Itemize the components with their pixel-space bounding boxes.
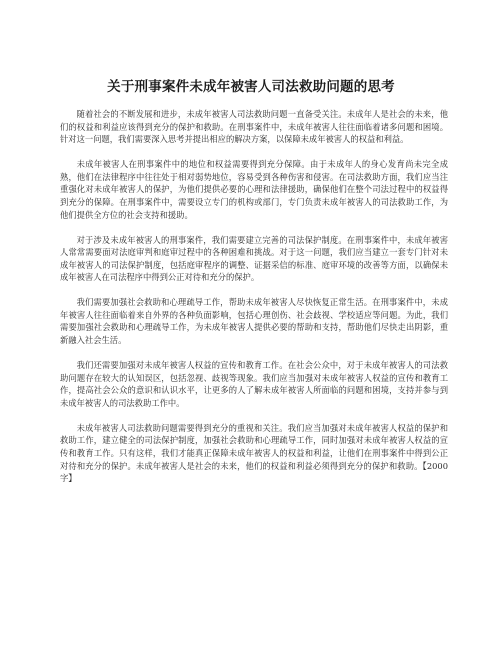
document-title: 关于刑事案件未成年被害人司法救助问题的思考 [107, 79, 395, 95]
paragraph-6: 未成年被害人司法救助问题需要得到充分的重视和关注。我们应当加强对未成年被害人权益的保护和救助工作，建立健全的司法保护制度，加强社会救助和心理疏导工作，同时加强对未成年被害人权益的宣传和教育工作。只有这样，我们才能真正保障未成年被害人的权益和利益，让他们在刑事案件中得到公正对待和充分的保护。未成年被害人是社会的未来，他们的权益和利益必须得到充分的保护和救助。【2000字】 [60, 422, 448, 484]
paragraph-2: 未成年被害人在刑事案件中的地位和权益需要得到充分保障。由于未成年人的身心发育尚未完全成熟，他们在法律程序中往往处于相对弱势地位，容易受到各种伤害和侵害。在司法救助方面，我们应当注重强化对未成年被害人的保护，为他们提供必要的心理和法律援助，确保他们在整个司法过程中的权益得到充分的保障。在刑事案件中，需要设立专门的机构或部门，专门负责未成年被害人的司法救助工作，为他们提供全方位的社会支持和援助。 [60, 159, 448, 220]
paragraph-4: 我们需要加强社会救助和心理疏导工作，帮助未成年被害人尽快恢复正常生活。在刑事案件中，未成年被害人往往面临着来自外界的各种负面影响，包括心理创伤、社会歧视、学校适应等问题。为此，我们需要加强社会救助和心理疏导工作，为未成年被害人提供必要的帮助和支持，帮助他们尽快走出阴影，重新融入社会生活。 [60, 297, 448, 346]
paragraph-5: 我们还需要加强对未成年被害人权益的宣传和教育工作。在社会公众中，对于未成年被害人的司法救助问题存在较大的认知误区，包括忽视、歧视等现象。我们应当加强对未成年被害人权益的宣传和教育工作，提高社会公众的意识和认识水平，让更多的人了解未成年被害人所面临的问题和困境，支持并参与到未成年被害人的司法救助工作中。 [60, 360, 448, 408]
paragraph-3: 对于涉及未成年被害人的刑事案件，我们需要建立完善的司法保护制度。在刑事案件中，未成年被害人常常需要面对法庭审判和庭审过程中的各种困难和挑战。对于这一问题，我们应当建立一套专门针对未成年被害人的司法保护制度，包括庭审程序的调整、证据采信的标准、庭审环境的改善等方面，以确保未成年被害人在司法程序中得到公正对待和充分的保护。 [60, 234, 448, 283]
paragraph-1: 随着社会的不断发展和进步，未成年被害人司法救助问题一直备受关注。未成年人是社会的未来，他们的权益和利益应该得到充分的保护和救助。在刑事案件中，未成年被害人往往面临着诸多问题和困境。针对这一问题，我们需要深入思考并提出相应的解决方案，以保障未成年被害人的权益和利益。 [60, 109, 448, 145]
document-body [60, 108, 448, 497]
